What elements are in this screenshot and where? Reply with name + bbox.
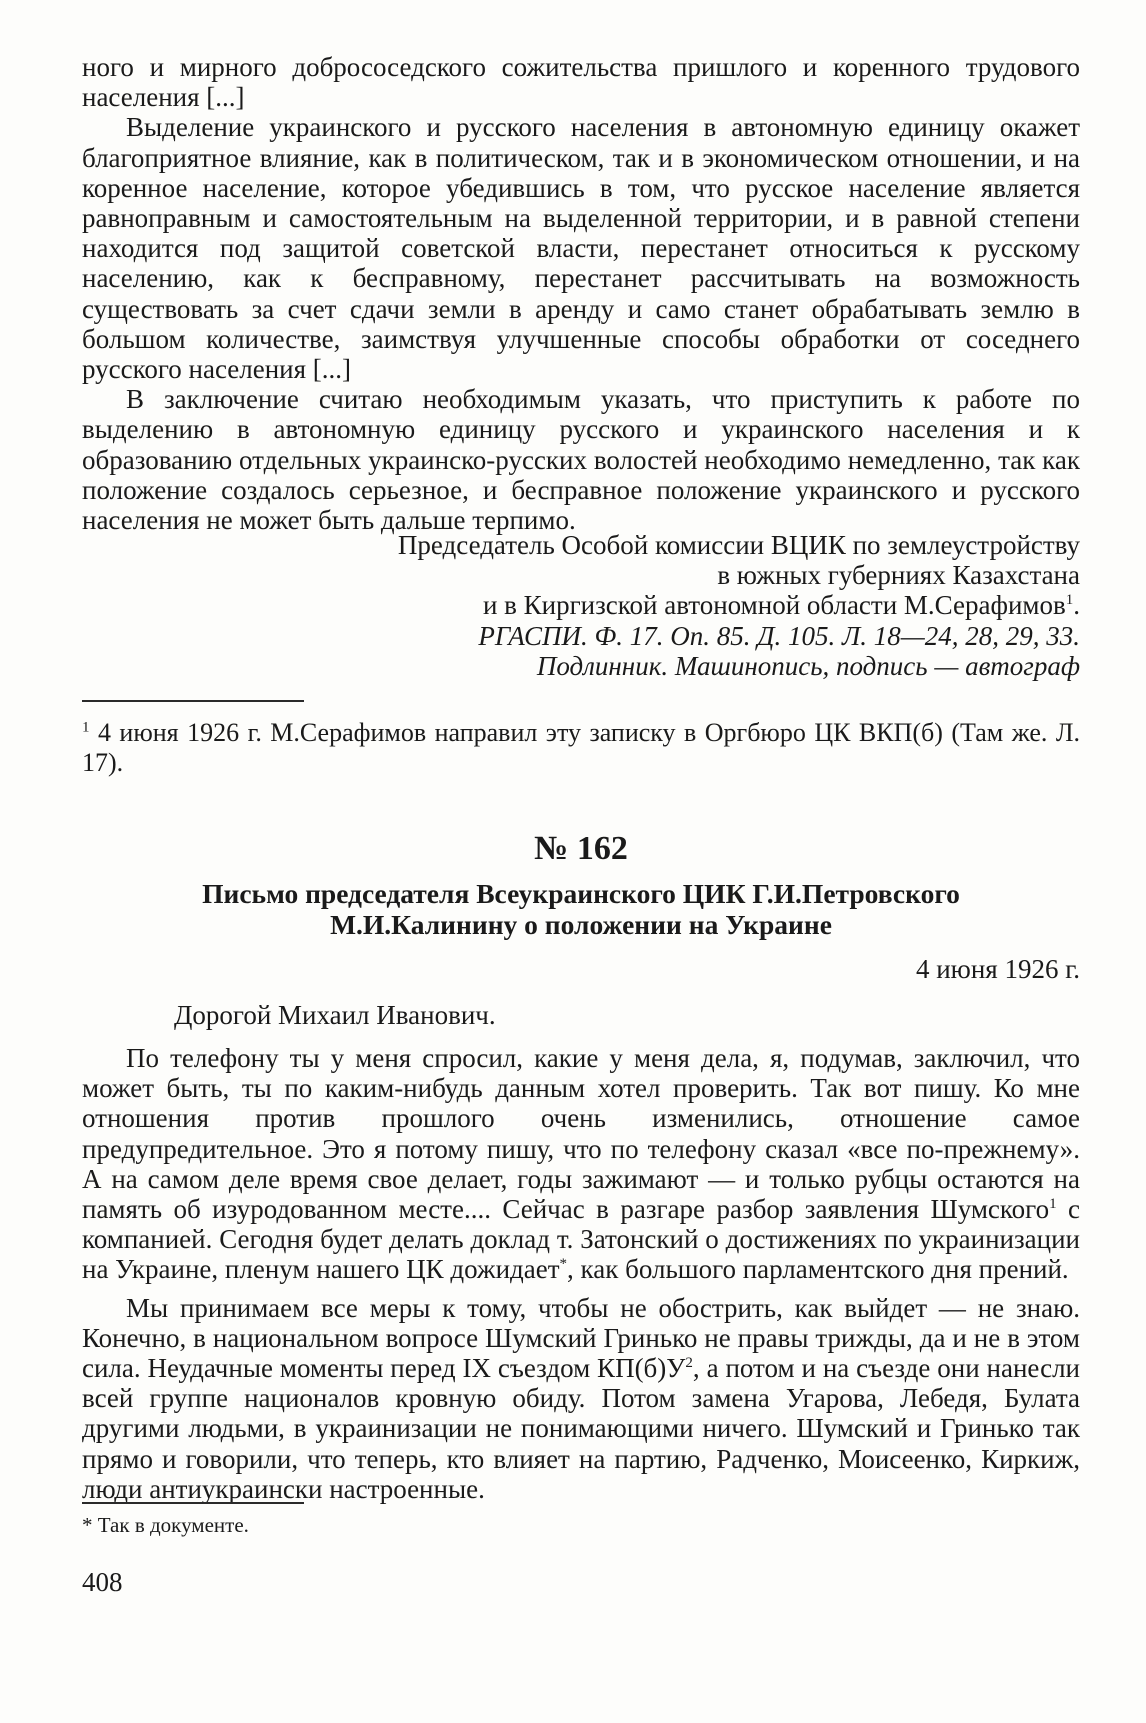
document-title: М.И.Калинину о положении на Украине	[330, 909, 832, 940]
document-date: 4 июня 1926 г.	[915, 954, 1080, 984]
footnote-ref: 2	[685, 1355, 693, 1372]
footnote-divider	[82, 700, 304, 702]
footnote-ref: 1	[1049, 1196, 1057, 1213]
page-number: 408	[82, 1567, 123, 1597]
footnote	[82, 718, 1080, 778]
document-date-row	[82, 954, 1080, 984]
signature-line: в южных губерниях Казахстана	[717, 560, 1080, 591]
salutation-row	[82, 1000, 1080, 1030]
paragraph: Мы принимаем все меры к тому, чтобы не обострить, как выйдет — не знаю. Конечно, в национальном вопросе Шумский Гринько не правы трижды, да и не в этом сила. Неудачные моменты перед IX съездом $КП(б)У^2$, а потом и на съезде они нанесли всей группе националов кровную обиду. Потом замена Угарова, Лебедя, Булата другими людьми, в украинизации не понимающими ничего. Шумский и Гринько так прямо и говорили, что теперь, кто влияет на партию, Радченко, Моисеенко, Киркиж, люди антиукраински настроенные.	[82, 1292, 1080, 1504]
letter-body	[82, 1043, 1080, 1504]
archive-source: РГАСПИ. Ф. 17. Оп. 85. Д. 105. Л. 18—24, 28, 29, 33.	[478, 620, 1080, 651]
paragraph: По телефону ты у меня спросил, какие у меня дела, я, подумав, заключил, что может быть, ты по каким-нибудь данным хотел проверить. Так вот пишу. Ко мне отношения против прошлого очень изменились, отношение самое предупредительное. Это я потому пишу, что по телефону сказал «все по-прежнему». А на самом деле время свое делает, годы зажимают — и только рубцы остаются на память об изуродованном месте.... Сейчас в разгаре разбор заявления Шумского$^1$ с компанией. Сегодня будет делать доклад т. Затонский о достижениях по украинизации на Украине, пленум нашего ЦК дожидает*, как большого парламентского дня прений.	[82, 1043, 1080, 1285]
document-header	[82, 830, 1080, 940]
continuation-text	[82, 52, 1080, 535]
salutation: Дорогой Михаил Иванович.	[174, 1000, 496, 1030]
document-title: Письмо председателя Всеукраинского ЦИК Г.И.Петровского	[202, 878, 960, 909]
footnote-text: * Так в документе.	[82, 1513, 249, 1537]
document-number: № 162	[534, 830, 628, 867]
signature-line: и в Киргизской автономной области М.Серафимов$^1$.	[482, 590, 1080, 621]
footnote-divider	[82, 1502, 304, 1504]
footnote-ref: *	[559, 1256, 568, 1273]
footnote	[82, 1512, 1080, 1538]
footnote-mark: 1	[82, 719, 90, 736]
paragraph: ного и мирного добрососедского сожительства пришлого и коренного трудового населения [...]	[82, 52, 1080, 113]
source-note: Подлинник. Машинопись, подпись — автограф	[536, 650, 1080, 681]
footnote-text: 4 июня 1926 г. М.Серафимов направил эту записку в Оргбюро ЦК ВКП(б) (Там же. Л. 17).	[82, 718, 1080, 777]
signature-block	[82, 530, 1080, 681]
footnote-ref: 1	[1065, 592, 1074, 609]
paragraph: Выделение украинского и русского населения в автономную единицу окажет благоприятное влияние, как в политическом, так и в экономическом отношении, и на коренное население, которое убедившись в том, что русское население является равноправным и самостоятельным на выделенной территории, и в равной степени находится под защитой советской власти, перестанет относиться к русскому населению, как к бесправному, перестанет рассчитывать на возможность существовать за счет сдачи земли в аренду и само станет обрабатывать землю в большом количестве, заимствуя улучшенные способы обработки от соседнего русского населения [...]	[82, 112, 1080, 385]
paragraph: В заключение считаю необходимым указать, что приступить к работе по выделению в автономную единицу русского и украинского населения и к образованию отдельных украинско-русских волостей необходимо немедленно, так как положение создалось серьезное, и бесправное положение украинского и русского населения не может быть дальше терпимо.	[82, 384, 1080, 536]
signature-line: Председатель Особой комиссии ВЦИК по землеустройству	[397, 530, 1080, 560]
